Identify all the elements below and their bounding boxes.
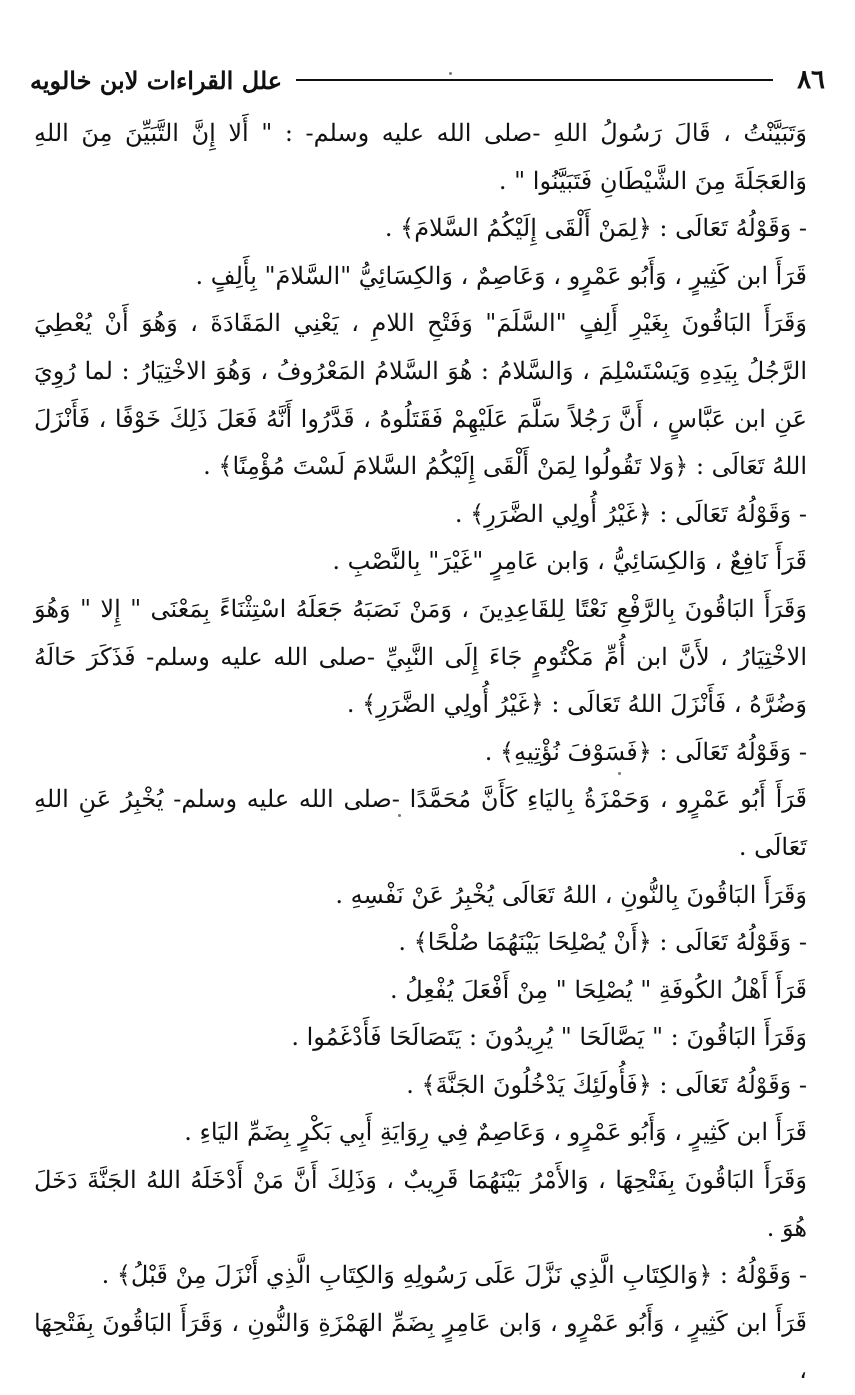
paragraph: قَرَأَ أَهْلُ الكُوفَةِ " يُصْلِحَا " مِنْ أَفْعَلَ يُفْعِلُ . (389, 975, 807, 1004)
page-body (34, 110, 807, 1395)
paragraph: - وَقَوْلُهُ تَعَالَى : ﴿لِمَنْ أَلْقَى إِلَيْكُمُ السَّلامَ﴾ . (384, 214, 807, 243)
paragraph: وَتَبَيَّنْتُ ، قَالَ رَسُولُ اللهِ -صلى الله عليه وسلم- : " أَلا إِنَّ التَّبَيِّنَ مِنَ اللهِ وَالعَجَلَةَ مِنَ الشَّيْطَانِ فَتَبَيَّنُوا " . (34, 119, 807, 195)
paragraph: وَقَرَأَ البَاقُونَ بِفَتْحِهَا ، وَالأَمْرُ بَيْنَهُمَا قَرِيبٌ ، وَذَلِكَ أَنَّ مَنْ أَدْخَلَهُ اللهُ الجَنَّةَ دَخَلَ هُوَ . (34, 1166, 807, 1242)
scan-speck (618, 772, 621, 775)
paragraph: - وَقَوْلُهُ : ﴿وَالكِتَابِ الَّذِي نَزَّلَ عَلَى رَسُولِهِ وَالكِتَابِ الَّذِي أَنْزَلَ مِنْ قَبْلُ﴾ . (101, 1261, 807, 1290)
paragraph: - وَقَوْلُهُ تَعَالَى : ﴿غَيْرُ أُولِي الضَّرَرِ﴾ . (454, 499, 807, 528)
paragraph: قَرَأَ أَبُو عَمْرٍو ، وَحَمْزَةُ بِاليَاءِ كَأَنَّ مُحَمَّدًا -صلى الله عليه وسلم- يُخْبِرُ عَنِ اللهِ تَعَالَى . (34, 785, 807, 861)
running-title: علل القراءات لابن خالويه (30, 65, 283, 95)
paragraph: وَقَرَأَ البَاقُونَ بِالرَّفْعِ نَعْتًا لِلقَاعِدِينَ ، وَمَنْ نَصَبَهُ جَعَلَهُ اسْتِثْنَاءً بِمَعْنَى " إِلا " وَهُوَ الاخْتِيَارُ ، لأَنَّ ابن أُمِّ مَكْتُومٍ جَاءَ إِلَى النَّبِيِّ -صلى الله عليه وسلم- فَذَكَرَ حَالَهُ وَضُرَّهُ ، فَأَنْزَلَ اللهُ تَعَالَى : ﴿غَيْرُ أُولِي الضَّرَرِ﴾ . (34, 594, 807, 719)
paragraph: قَرَأَ ابن كَثِيرٍ ، وَأَبُو عَمْرٍو ، وَعَاصِمٌ ، وَالكِسَائِيُّ "السَّلامَ" بِأَلِفٍ . (195, 261, 807, 290)
page-number: ٨٦ (797, 65, 825, 95)
header-rule (296, 79, 773, 81)
paragraph: - وَقَوْلُهُ تَعَالَى : ﴿أَنْ يُصْلِحَا بَيْنَهُمَا صُلْحًا﴾ . (398, 928, 807, 957)
paragraph: وَقَرَأَ البَاقُونَ بِالنُّونِ ، اللهُ تَعَالَى يُخْبِرُ عَنْ نَفْسِهِ . (335, 880, 807, 909)
paragraph: - وَقَوْلُهُ تَعَالَى : ﴿فَسَوْفَ نُؤْتِيهِ﴾ . (484, 737, 807, 766)
scan-speck (449, 72, 452, 75)
paragraph: - وَقَوْلُهُ تَعَالَى : ﴿فَأُولَئِكَ يَدْخُلُونَ الجَنَّةَ﴾ . (406, 1070, 807, 1099)
paragraph: قَرَأَ ابن كَثِيرٍ ، وَأَبُو عَمْرٍو ، وَابن عَامِرٍ بِضَمِّ الهَمْزَةِ وَالنُّونِ ، وَقَرَأَ البَاقُونَ بِفَتْحِهَا ، (34, 1308, 808, 1385)
paragraph: قَرَأَ ابن كَثِيرٍ ، وَأَبُو عَمْرٍو ، وَعَاصِمٌ فِي رِوَايَةِ أَبِي بَكْرٍ بِضَمِّ اليَاءِ . (184, 1118, 807, 1147)
page-header (30, 58, 825, 102)
paragraph: قَرَأَ نَافِعٌ ، وَالكِسَائِيُّ ، وَابن عَامِرٍ "غَيْرَ" بِالنَّصْبِ . (332, 547, 807, 576)
paragraph: وَقَرَأَ البَاقُونَ : " يَصَّالَحَا " يُرِيدُونَ : يَتَصَالَحَا فَأَدْغَمُوا . (291, 1023, 807, 1052)
scan-speck (398, 814, 401, 817)
paragraph: وَقَرَأَ البَاقُونَ بِغَيْرِ أَلِفٍ "السَّلَمَ" وَفَتْحِ اللامِ ، يَعْنِي المَقَادَةَ ، وَهُوَ أَنْ يُعْطِيَ الرَّجُلُ بِيَدِهِ وَيَسْتَسْلِمَ ، وَالسَّلامُ : هُوَ السَّلامُ المَعْرُوفُ ، وَهُوَ الاخْتِيَارُ : لما رُوِيَ عَنِ ابن عَبَّاسٍ ، أَنَّ رَجُلاً سَلَّمَ عَلَيْهِمْ فَقَتَلُوهُ ، قَدَّرُوا أَنَّهُ فَعَلَ ذَلِكَ خَوْفًا ، فَأَنْزَلَ اللهُ تَعَالَى : ﴿وَلا تَقُولُوا لِمَنْ أَلْقَى إِلَيْكُمُ السَّلامَ لَسْتَ مُؤْمِنًا﴾ . (34, 309, 807, 481)
